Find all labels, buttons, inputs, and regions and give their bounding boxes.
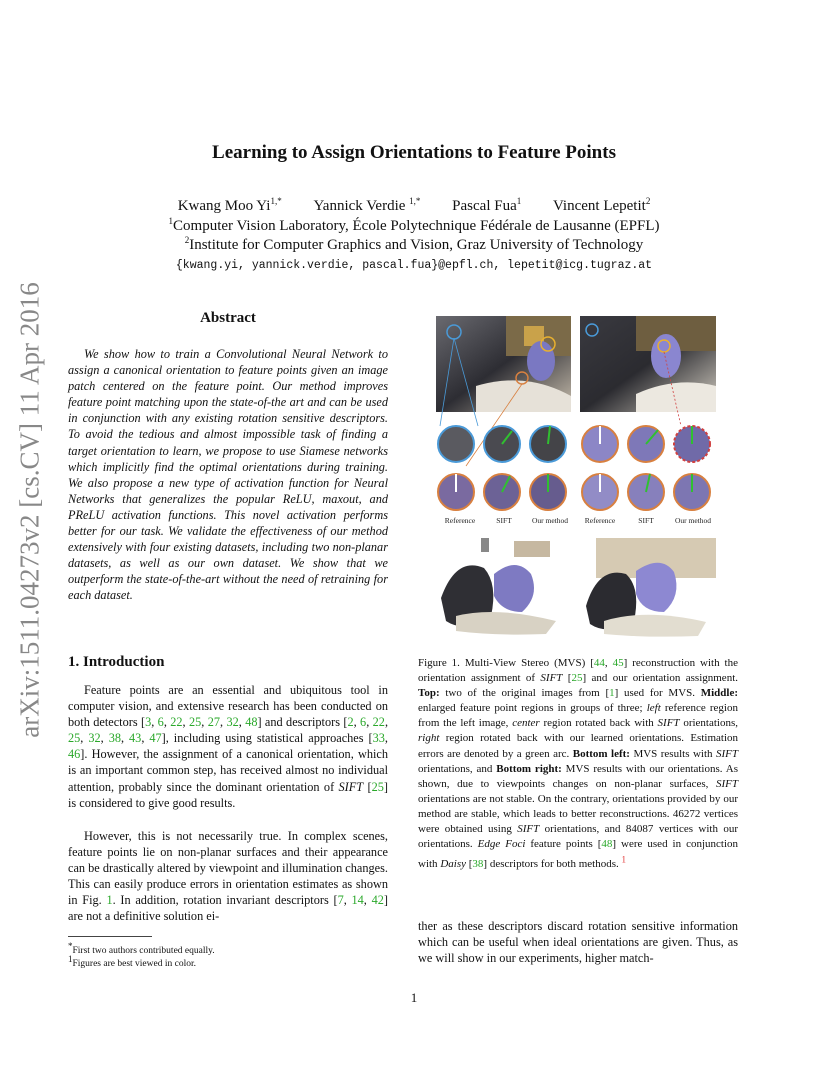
citation-link[interactable]: 1 bbox=[106, 893, 113, 908]
right-column-text: ther as these descriptors discard rotation sensitive information which can be useful when ideal orientations are given. Thus, as we will show in our experiments, higher match- bbox=[418, 919, 738, 966]
citation-link[interactable]: 3 bbox=[145, 715, 152, 730]
author-emails: {kwang.yi, yannick.verdie, pascal.fua}@epfl.ch, lepetit@icg.tugraz.at bbox=[175, 259, 653, 272]
author: Yannick Verdie $^{1,*}$ bbox=[313, 196, 421, 214]
footnote-rule bbox=[68, 936, 152, 937]
author: Kwang Moo $Yi^{1,*}$ bbox=[177, 196, 282, 214]
citation-link[interactable]: 27 bbox=[207, 715, 221, 730]
citation-link[interactable]: 32 bbox=[226, 715, 239, 730]
citation-link[interactable]: 48 bbox=[245, 715, 258, 730]
mvs-result-ours bbox=[586, 538, 716, 637]
affiliation: $^2$Institute for Computer Graphics and Vision, Graz University of Technology bbox=[184, 235, 644, 253]
citation-link[interactable]: 1 bbox=[609, 687, 615, 700]
footnote: *First two authors contributed equally. bbox=[68, 941, 215, 957]
patch-row-2 bbox=[438, 474, 710, 510]
figure-label: SIFT bbox=[638, 516, 654, 525]
figure-label: Our method bbox=[531, 516, 569, 525]
citation-link[interactable]: 25 bbox=[371, 779, 384, 794]
abstract-text: We show how to train a Convolutional Neural Network to assign a canonical orientation to feature points given an image patch centered on the feature point. Our method improves feature point matching upon the state-of-the art and can be used in conjunction with any existing rotation sensitive descriptors. To avoid the tedious and almost impossible task of finding a target orientation to learn, we propose to use Siamese networks which implicitly find the optimal orientations during training. We also propose a new type of activation function for Neural Networks that generalizes the popular ReLU, maxout, and PReLU activation functions. This novel activation performs better for our task. We validate the effectiveness of our method extensively with four existing datasets, including two non-planar datasets, as well as our own dataset. We show that we outperform the state-of-the-art without the need of retraining for each dataset. bbox=[68, 347, 388, 603]
intro-paragraph-1: Feature points are an essential and ubiquitous tool in computer vision, and extensive research has been conducted on both detectors [3, 6, 22, 25, 27, 32, 48] and descriptors [2, 6, 22, 25, 32, 38, 43, 47], including using statistical approaches [33, 46]. However, the assignment of a canonical orientation, which is an important common step, has received almost no individual attention, probably since the dominant orientation of SIFT [25] is considered to give good results. bbox=[68, 683, 389, 810]
citation-link[interactable]: 2 bbox=[347, 715, 354, 730]
author: Pascal Fua$^1$ bbox=[452, 196, 522, 214]
footnote: $^1$Figures are best viewed in color. bbox=[68, 954, 196, 970]
citation-link[interactable]: 43 bbox=[129, 731, 142, 746]
citation-link[interactable]: 22 bbox=[170, 715, 183, 730]
patch-row-1 bbox=[438, 426, 710, 462]
figure-label: Reference bbox=[444, 516, 476, 525]
figure-1 bbox=[436, 316, 716, 646]
author-list bbox=[0, 196, 828, 215]
citation-link[interactable]: 48 bbox=[601, 838, 613, 851]
citation-link[interactable]: 47 bbox=[149, 731, 162, 746]
citation-link[interactable]: 33 bbox=[372, 731, 385, 746]
figure-label: Our method bbox=[674, 516, 712, 525]
citation-link[interactable]: 38 bbox=[108, 731, 121, 746]
section-heading: 1. Introduction bbox=[68, 654, 165, 670]
citation-link[interactable]: 42 bbox=[371, 893, 384, 908]
author: Vincent Lepetit$^2$ bbox=[553, 196, 651, 214]
citation-link[interactable]: 25 bbox=[571, 672, 583, 685]
citation-link[interactable]: 38 bbox=[472, 857, 484, 870]
intro-paragraph-2: However, this is not necessarily true. In complex scenes, feature points lie on non-planar surfaces and their appearance can be drastically altered by viewpoint and illumination changes. This can easily produce errors in orientation estimates as shown in Fig. 1. In addition, rotation invariant descriptors [7, 14, 42] are not a definitive solution ei- bbox=[68, 829, 388, 924]
photo-right bbox=[580, 316, 716, 412]
paper-title: Learning to Assign Orientations to Feature Points bbox=[212, 142, 616, 163]
mvs-result-sift bbox=[441, 538, 556, 635]
citation-link[interactable]: 22 bbox=[372, 715, 385, 730]
abstract-heading: Abstract bbox=[200, 310, 256, 326]
citation-link[interactable]: 25 bbox=[188, 715, 202, 730]
citation-link[interactable]: 6 bbox=[157, 715, 164, 730]
figure-caption: Figure 1. Multi-View Stereo (MVS) [44, 45] reconstruction with the orientation assignment of SIFT [25] and our orientation assignment. Top: two of the original images from [1] used for MVS. Middle: enlarged feature point regions in groups of three; left reference region from the left image, center region rotated back with SIFT orientations, right region rotated back with our learned orientations. Estimation errors are denoted by a green arc. Bottom left: MVS results with SIFT orientations, and Bottom right: MVS results with our orientations. As shown, due to viewpoints changes on non-planar surfaces, SIFT orientations are not stable. On the contrary, orientations provided by our method are stable, which leads to better reconstructions. 46272 vertices were obtained using SIFT orientations, and 84087 vertices with our orientations. Edge Foci feature points [48] were used in conjunction with Daisy [38] descriptors for both methods. $^1$ bbox=[418, 657, 739, 870]
citation-link[interactable]: 32 bbox=[88, 731, 101, 746]
affiliation: $^1$Computer Vision Laboratory, École Polytechnique Fédérale de Lausanne (EPFL) bbox=[168, 216, 660, 234]
citation-link[interactable]: 25 bbox=[68, 731, 81, 746]
citation-link[interactable]: 45 bbox=[612, 657, 624, 669]
citation-link[interactable]: 6 bbox=[360, 715, 367, 730]
figure-label: Reference bbox=[584, 516, 616, 525]
citation-link[interactable]: 46 bbox=[68, 747, 81, 762]
photo-left bbox=[436, 316, 571, 412]
page-number: 1 bbox=[410, 990, 418, 1005]
figure-label: SIFT bbox=[496, 516, 512, 525]
citation-link[interactable]: 14 bbox=[351, 893, 364, 908]
citation-link[interactable]: 44 bbox=[593, 657, 605, 669]
footnote-link[interactable]: 1 bbox=[621, 854, 626, 865]
citation-link[interactable]: 7 bbox=[337, 893, 344, 908]
arxiv-stamp: arXiv:1511.04273v2 [cs.CV] 11 Apr 2016 bbox=[14, 282, 45, 738]
